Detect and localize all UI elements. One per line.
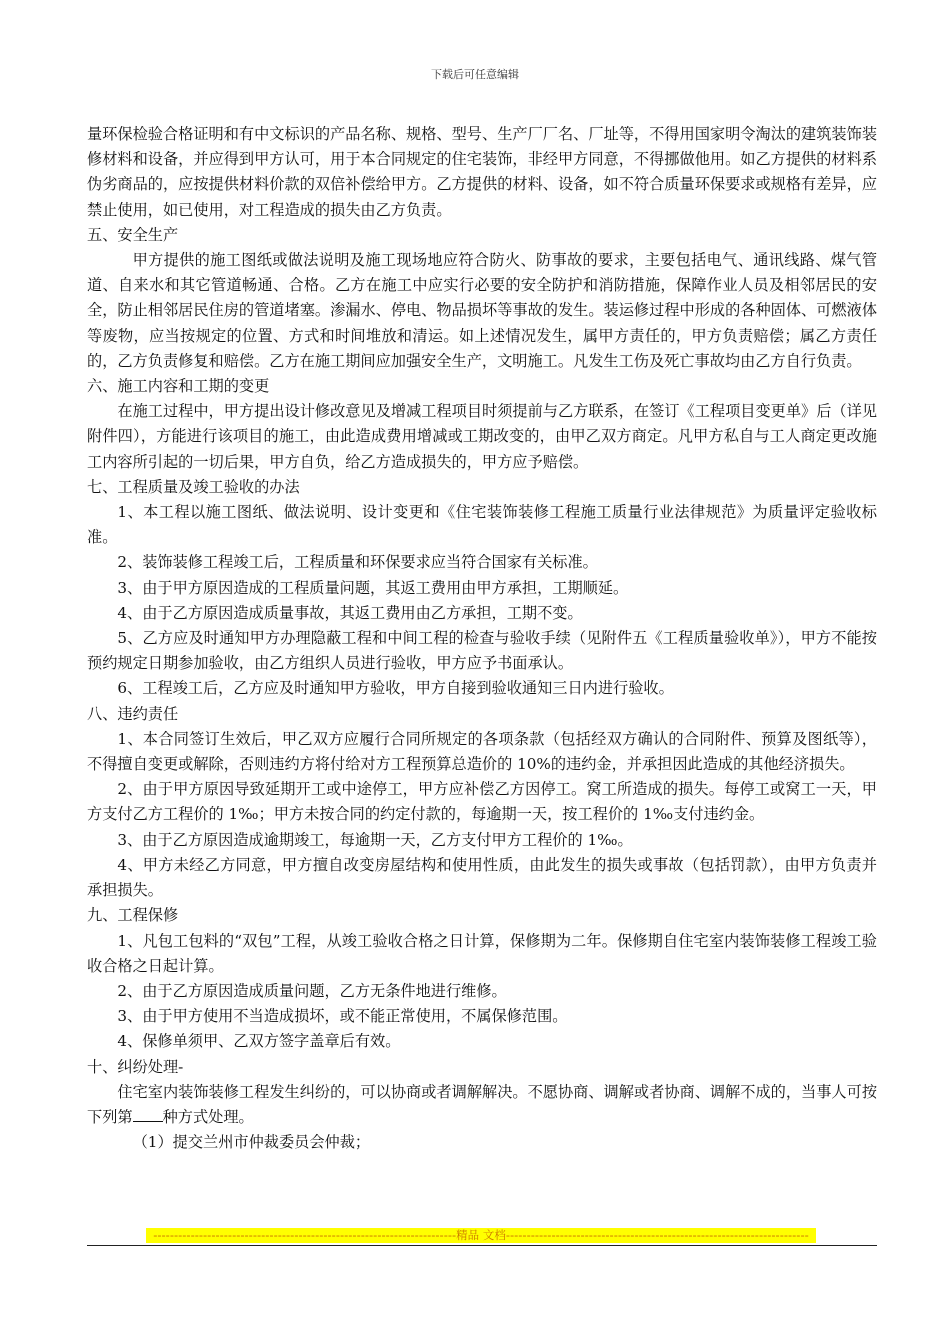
section-7-item-2: 2、装饰装修工程竣工后，工程质量和环保要求应当符合国家有关标准。 <box>117 553 598 572</box>
section-9-item-3: 3、由于甲方使用不当造成损坏，或不能正常使用，不属保修范围。 <box>117 1007 568 1026</box>
section-7-item-3: 3、由于甲方原因造成的工程质量问题，其返工费用由甲方承担，工期顺延。 <box>117 578 629 597</box>
section-heading-9: 九、工程保修 <box>87 906 179 925</box>
section-9-item-1: 1、凡包工包料的“双包”工程，从竣工验收合格之日计算，保修期为二年。保修期自住宅室内装饰装修工程竣工验收合格之日起计算。 <box>87 931 877 975</box>
section-heading-8: 八、违约责任 <box>87 704 179 723</box>
section-7-item-1: 1、本工程以施工图纸、做法说明、设计变更和《住宅装饰装修工程施工质量行业法律规范》为质量评定验收标准。 <box>87 503 877 547</box>
page-header-note: 下载后可任意编辑 <box>431 68 519 81</box>
section-10-body-part-a: 住宅室内装饰装修工程发生纠纷的，可以协商或者调解解决。不愿协商、调解或者协商、调解不成的，当事人可按下列第 <box>87 1082 877 1126</box>
footer-watermark-band: -------------------------------------------------------------------------精品 文档------------------------------------------------------------------------- <box>146 1228 816 1243</box>
section-7-item-5: 5、乙方应及时通知甲方办理隐蔽工程和中间工程的检查与验收手续（见附件五《工程质量验收单》），甲方不能按预约规定日期参加验收，由乙方组织人员进行验收，甲方应予书面承认。 <box>87 629 877 673</box>
method-number-blank <box>133 1121 163 1122</box>
section-6-body: 在施工过程中，甲方提出设计修改意见及增减工程项目时须提前与乙方联系，在签订《工程项目变更单》后（详见附件四），方能进行该项目的施工，由此造成费用增减或工期改变的，由甲乙双方商定。凡甲方私自与工人商定更改施工内容所引起的一切后果，甲方自负，给乙方造成损失的，甲方应予赔偿。 <box>87 402 877 471</box>
paragraph-materials: 量环保检验合格证明和有中文标识的产品名称、规格、型号、生产厂厂名、厂址等，不得用国家明令淘汰的建筑装饰装修材料和设备，并应得到甲方认可，用于本合同规定的住宅装饰，非经甲方同意，不得挪做他用。如乙方提供的材料系伪劣商品的，应按提供材料价款的双倍补偿给甲方。乙方提供的材料、设备，如不符合质量环保要求或规格有差异，应禁止使用，如已使用，对工程造成的损失由乙方负责。 <box>87 125 877 219</box>
section-7-item-6: 6、工程竣工后，乙方应及时通知甲方验收，甲方自接到验收通知三日内进行验收。 <box>117 679 674 698</box>
section-8-item-4: 4、甲方未经乙方同意，甲方擅自改变房屋结构和使用性质，由此发生的损失或事故（包括罚款），由甲方负责并承担损失。 <box>87 855 877 900</box>
document-body <box>87 122 877 1155</box>
section-8-item-3: 3、由于乙方原因造成逾期竣工，每逾期一天，乙方支付甲方工程价的 1‰。 <box>117 830 633 849</box>
section-5-body: 甲方提供的施工图纸或做法说明及施工现场地应符合防火、防事故的要求，主要包括电气、通讯线路、煤气管道、自来水和其它管道畅通、合格。乙方在施工中应实行必要的安全防护和消防措施，保障作业人员及相邻居民的安全，防止相邻居民住房的管道堵塞。渗漏水、停电、物品损坏等事故的发生。装运修过程中形成的各种固体、可燃液体等废物，应当按规定的位置、方式和时间堆放和清运。如上述情况发生，属甲方责任的，甲方负责赔偿；属乙方责任的，乙方负责修复和赔偿。乙方在施工期间应加强安全生产，文明施工。凡发生工伤及死亡事故均由乙方自行负责。 <box>87 251 877 370</box>
section-heading-6: 六、施工内容和工期的变更 <box>87 377 270 396</box>
footer-divider <box>87 1245 877 1246</box>
section-7-item-4: 4、由于乙方原因造成质量事故，其返工费用由乙方承担，工期不变。 <box>117 603 583 622</box>
section-heading-5: 五、安全生产 <box>87 225 179 244</box>
section-9-item-2: 2、由于乙方原因造成质量问题，乙方无条件地进行维修。 <box>117 981 507 1000</box>
section-8-item-2: 2、由于甲方原因导致延期开工或中途停工，甲方应补偿乙方因停工。窝工所造成的损失。每停工或窝工一天，甲方支付乙方工程价的 1‰；甲方未按合同的约定付款的，每逾期一天，按工程价的 1‰支付违约金。 <box>87 780 877 824</box>
section-10-option-1: （1）提交兰州市仲裁委员会仲裁； <box>132 1133 371 1152</box>
section-9-item-4: 4、保修单须甲、乙双方签字盖章后有效。 <box>117 1032 401 1051</box>
section-heading-7: 七、工程质量及竣工验收的办法 <box>87 477 300 496</box>
section-10-body <box>87 1080 877 1130</box>
section-8-item-1: 1、本合同签订生效后，甲乙双方应履行合同所规定的各项条款（包括经双方确认的合同附件、预算及图纸等），不得擅自变更或解除，否则违约方将付给对方工程预算总造价的 10%的违约金，并承担因此造成的其他经济损失。 <box>87 729 877 774</box>
section-heading-10: 十、纠纷处理- <box>87 1057 184 1076</box>
section-10-body-part-b: 种方式处理。 <box>162 1107 254 1126</box>
